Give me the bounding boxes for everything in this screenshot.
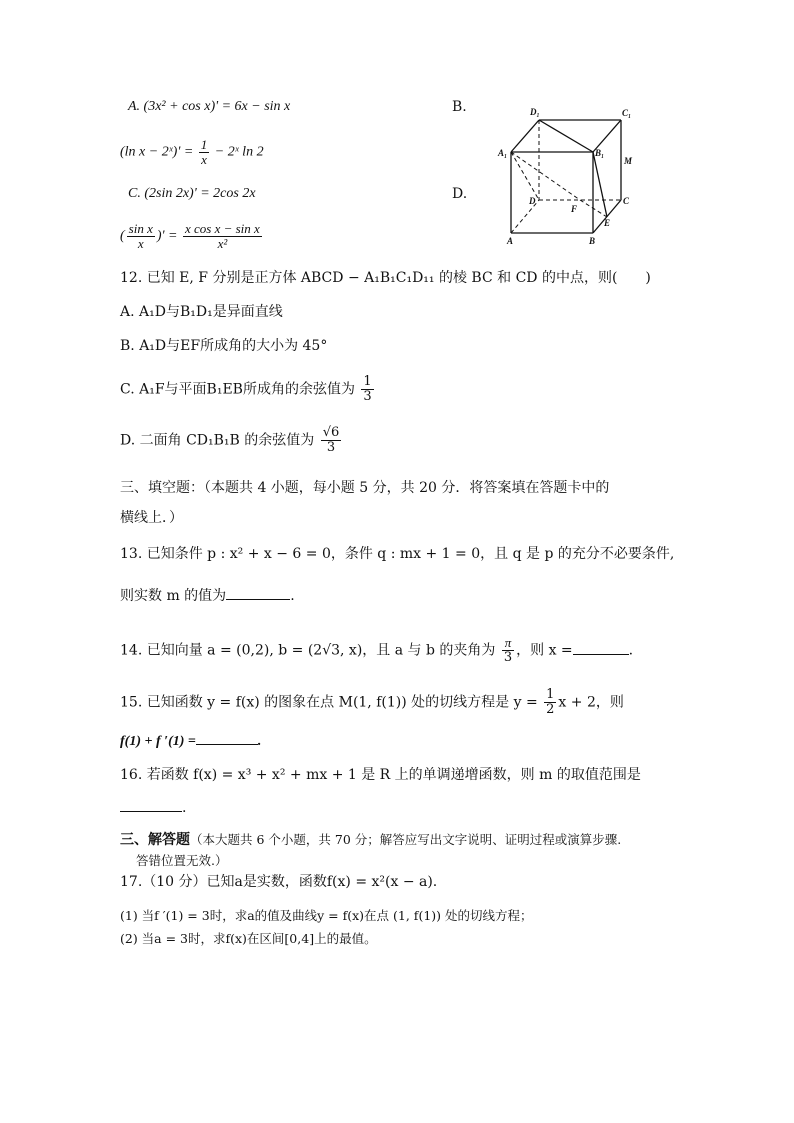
q15-line2 (120, 730, 261, 752)
q12-stem: 12. 已知 E, F 分别是正方体 ABCD − A₁B₁C₁D₁₁ 的棱 BC 和 CD 的中点，则( ) (120, 270, 651, 286)
q11-option-b-label: B. (452, 99, 467, 115)
q11-b-right: − 2ˣ ln 2 (214, 144, 264, 160)
q12-d-den: 3 (326, 440, 336, 455)
q11-d-open: ( (120, 228, 125, 244)
q15-text-before: 15. 已知函数 y = f(x) 的图象在点 M(1, f(1)) 处的切线方程是 y = (120, 694, 538, 711)
q11-b-den: x (201, 152, 207, 167)
q15-end: . (257, 734, 262, 749)
q12-option-a: A. A₁D与B₁D₁是异面直线 (120, 304, 283, 320)
line-a1-d (511, 152, 539, 200)
q12-option-c (120, 375, 376, 404)
label-c1: C₁ (622, 108, 632, 118)
q12-option-b: B. A₁D与EF所成角的大小为 45° (120, 338, 328, 354)
q16-end: . (182, 800, 187, 816)
q14-line (120, 636, 633, 665)
line-b1-e (593, 152, 607, 217)
q11-b-left: (ln x − 2ˣ)' = (120, 144, 194, 160)
label-d1: D₁ (530, 107, 540, 117)
q17-stem: 17.（10 分）已知a是实数，函数f(x) = x²(x − a). (120, 874, 438, 890)
q11-d-right-fraction (183, 222, 262, 251)
section4-line1 (120, 830, 621, 850)
section3-line2: 横线上．） (120, 510, 183, 526)
q11-d-left-den: x (137, 236, 144, 251)
q11-option-d-label: D. (452, 186, 468, 202)
label-b1: B₁ (595, 148, 605, 158)
q14-answer-blank (573, 640, 629, 655)
q15-line1 (120, 688, 624, 717)
line-d1-b1 (539, 120, 593, 152)
q13-answer-blank (226, 585, 290, 600)
q12-option-d (120, 426, 343, 455)
q15-answer-blank (196, 730, 258, 745)
q14-fraction (502, 636, 514, 665)
label-d: D (529, 196, 536, 206)
q12-c-den: 3 (363, 389, 372, 404)
q12-d-text: D. 二面角 CD₁B₁B 的余弦值为 (120, 432, 315, 449)
q11-b-fraction (199, 138, 210, 167)
q15-text-after: x + 2，则 (558, 694, 624, 711)
q11-b-num: 1 (200, 137, 208, 152)
q12-d-num: √6 (322, 425, 340, 440)
section4-line2: 答错位置无效.） (136, 853, 228, 868)
label-c: C (623, 196, 630, 206)
q13-line1: 13. 已知条件 p : x² + x − 6 = 0，条件 q : mx + 1 = 0，且 q 是 p 的充分不必要条件, (120, 546, 675, 562)
q11-option-a: A. (3x² + cos x)' = 6x − sin x (128, 99, 291, 114)
section4-title: 三、解答题 (120, 832, 190, 848)
label-e: E (604, 218, 611, 228)
edge-a1-d1 (511, 120, 539, 152)
q11-d-close: )' = (156, 228, 178, 244)
q11-option-b-expr (120, 138, 264, 167)
q12-c-text: C. A₁F与平面B₁EB所成角的余弦值为 (120, 381, 355, 398)
section3-line1: 三、填空题：（本题共 4 小题，每小题 5 分，共 20 分．将答案填在答题卡中的 (120, 480, 610, 496)
q14-text-before: 14. 已知向量 a = (0,2), b = (2√3, x)，且 a 与 b 的夹角为 (120, 642, 496, 659)
q12-c-fraction (361, 375, 373, 404)
q17-part2: (2) 当a = 3时，求f(x)在区间[0,4]上的最值。 (120, 931, 377, 946)
q13-end: . (290, 588, 295, 604)
q15-fraction (544, 688, 556, 717)
cube-figure (496, 100, 648, 250)
q16-line2 (120, 797, 186, 818)
q14-num: π (502, 636, 514, 651)
q15-num: 1 (546, 687, 555, 702)
label-a: A (507, 236, 514, 246)
label-m: M (624, 156, 633, 166)
q11-d-left-num: sin x (128, 221, 153, 236)
q13-text: 则实数 m 的值为 (120, 588, 227, 604)
section4-desc: （本大题共 6 个小题，共 70 分；解答应写出文字说明、证明过程或演算步骤. (190, 832, 622, 847)
q11-option-d-expr (120, 222, 264, 251)
q11-d-left-fraction (127, 222, 155, 251)
q12-d-fraction (321, 426, 342, 455)
q16-line1: 16. 若函数 f(x) = x³ + x² + mx + 1 是 R 上的单调递增函数，则 m 的取值范围是 (120, 767, 641, 783)
q15-expr: f(1) + f ′(1) = (120, 734, 196, 749)
q15-den: 2 (546, 702, 555, 717)
q16-answer-blank (120, 797, 182, 812)
line-a1-f (511, 152, 580, 200)
label-b: B (589, 236, 596, 246)
q14-den: 3 (503, 650, 513, 665)
q14-text-after: ，则 x = (516, 642, 573, 659)
q11-d-right-den: x² (217, 236, 228, 251)
label-f: F (571, 204, 578, 214)
q11-option-c: C. (2sin 2x)' = 2cos 2x (128, 186, 256, 201)
q14-end: . (628, 642, 634, 659)
q13-line2 (120, 585, 295, 606)
q12-c-num: 1 (363, 374, 372, 389)
q17-part1: (1) 当f ′(1) = 3时，求a的值及曲线y = f(x)在点 (1, f(1)) 处的切线方程； (120, 908, 533, 923)
q11-d-right-num: x cos x − sin x (184, 221, 260, 236)
label-a1: A₁ (498, 148, 508, 158)
